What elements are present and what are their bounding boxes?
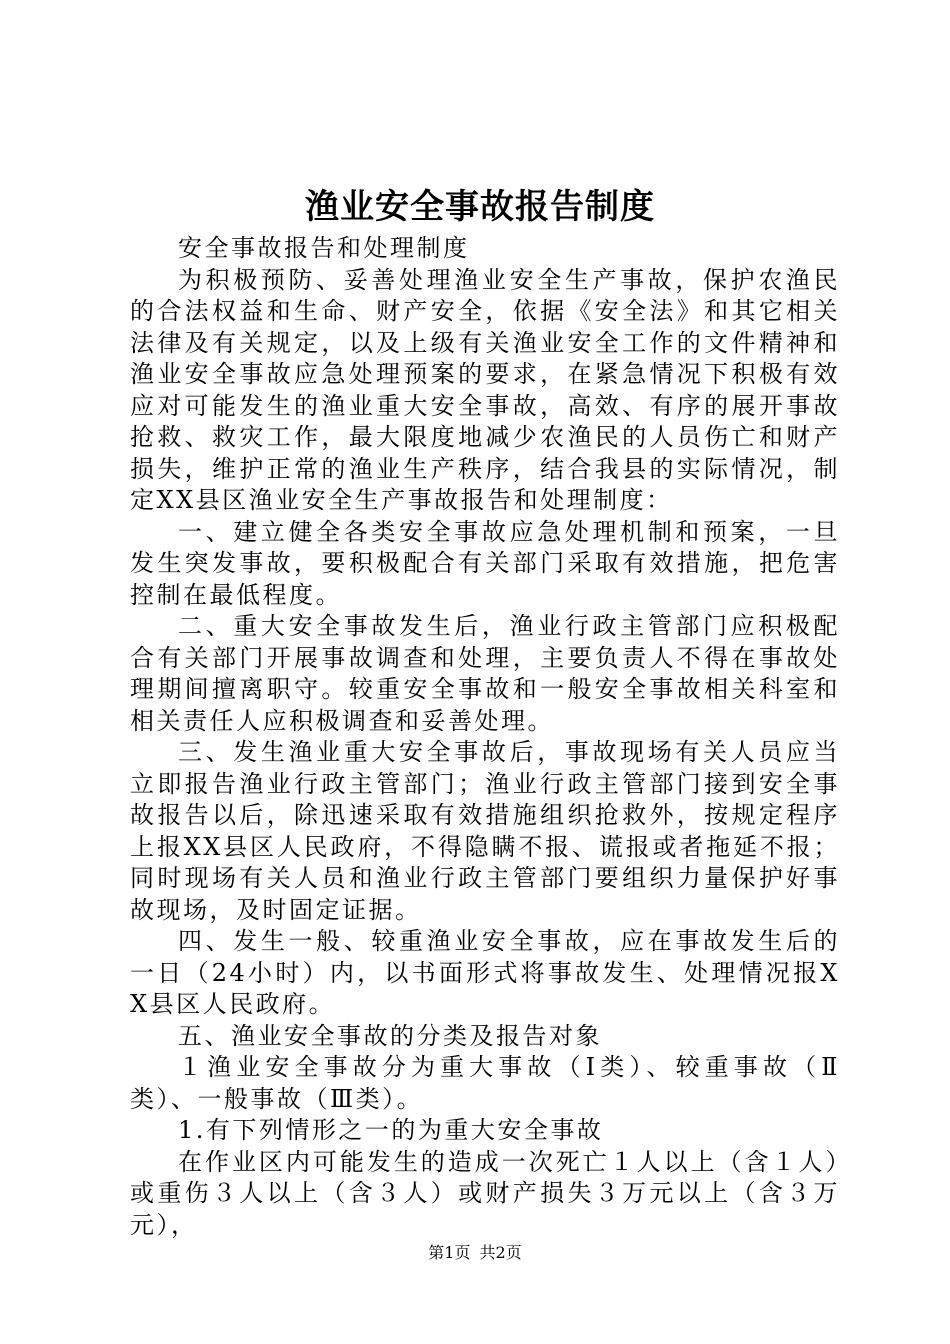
clause-three-paragraph: 三、发生渔业重大安全事故后，事故现场有关人员应当立即报告渔业行政主管部门；渔业行政主管部门接到安全事故报告以后，除迅速采取有效措施组织抢救外，按规定程序上报XX县区人民政府，不得隐瞒不报、谎报或者拖延不报；同时现场有关人员和渔业行政主管部门要组织力量保护好事故现场，及时固定证据。 <box>130 738 840 924</box>
clause-one-paragraph: 一、建立健全各类安全事故应急处理机制和预案，一旦发生突发事故，要积极配合有关部门采取有效措施，把危害控制在最低程度。 <box>130 517 840 609</box>
section-heading: 安全事故报告和处理制度 <box>178 234 470 262</box>
clause-two-paragraph: 二、重大安全事故发生后，渔业行政主管部门应积极配合有关部门开展事故调查和处理，主要负责人不得在事故处理期间擅离职守。较重安全事故和一般安全事故相关科室和相关责任人应积极调查和妥善处理。 <box>130 612 840 735</box>
document-body <box>130 233 840 1241</box>
page-total: 共2页 <box>479 1243 522 1262</box>
major-accident-heading: 1.有下列情形之一的为重大安全事故 <box>178 1116 604 1144</box>
clause-five-heading: 五、渔业安全事故的分类及报告对象 <box>178 1021 602 1050</box>
clause-four-paragraph: 四、发生一般、较重渔业安全事故，应在事故发生后的一日（24小时）内，以书面形式将事故发生、处理情况报XX县区人民政府。 <box>130 927 840 1018</box>
page-footer <box>0 1241 950 1265</box>
page-number: 第1页 <box>428 1243 471 1262</box>
document-title: 渔业安全事故报告制度 <box>305 187 655 227</box>
classification-paragraph: １渔业安全事故分为重大事故（Ⅰ类）、较重事故（Ⅱ类）、一般事故（Ⅲ类）。 <box>130 1053 840 1113</box>
intro-paragraph: 为积极预防、妥善处理渔业安全生产事故，保护农渔民的合法权益和生命、财产安全，依据《安全法》和其它相关法律及有关规定，以及上级有关渔业安全工作的文件精神和渔业安全事故应急处理预案的要求，在紧急情况下积极有效应对可能发生的渔业重大安全事故，高效、有序的展开事故抢救、救灾工作，最大限度地减少农渔民的人员伤亡和财产损失，维护正常的渔业生产秩序，结合我县的实际情况，制定XX县区渔业安全生产事故报告和处理制度： <box>130 265 840 514</box>
major-accident-paragraph: 在作业区内可能发生的造成一次死亡１人以上（含１人）或重伤３人以上（含３人）或财产损失３万元以上（含３万元）， <box>130 1147 840 1239</box>
